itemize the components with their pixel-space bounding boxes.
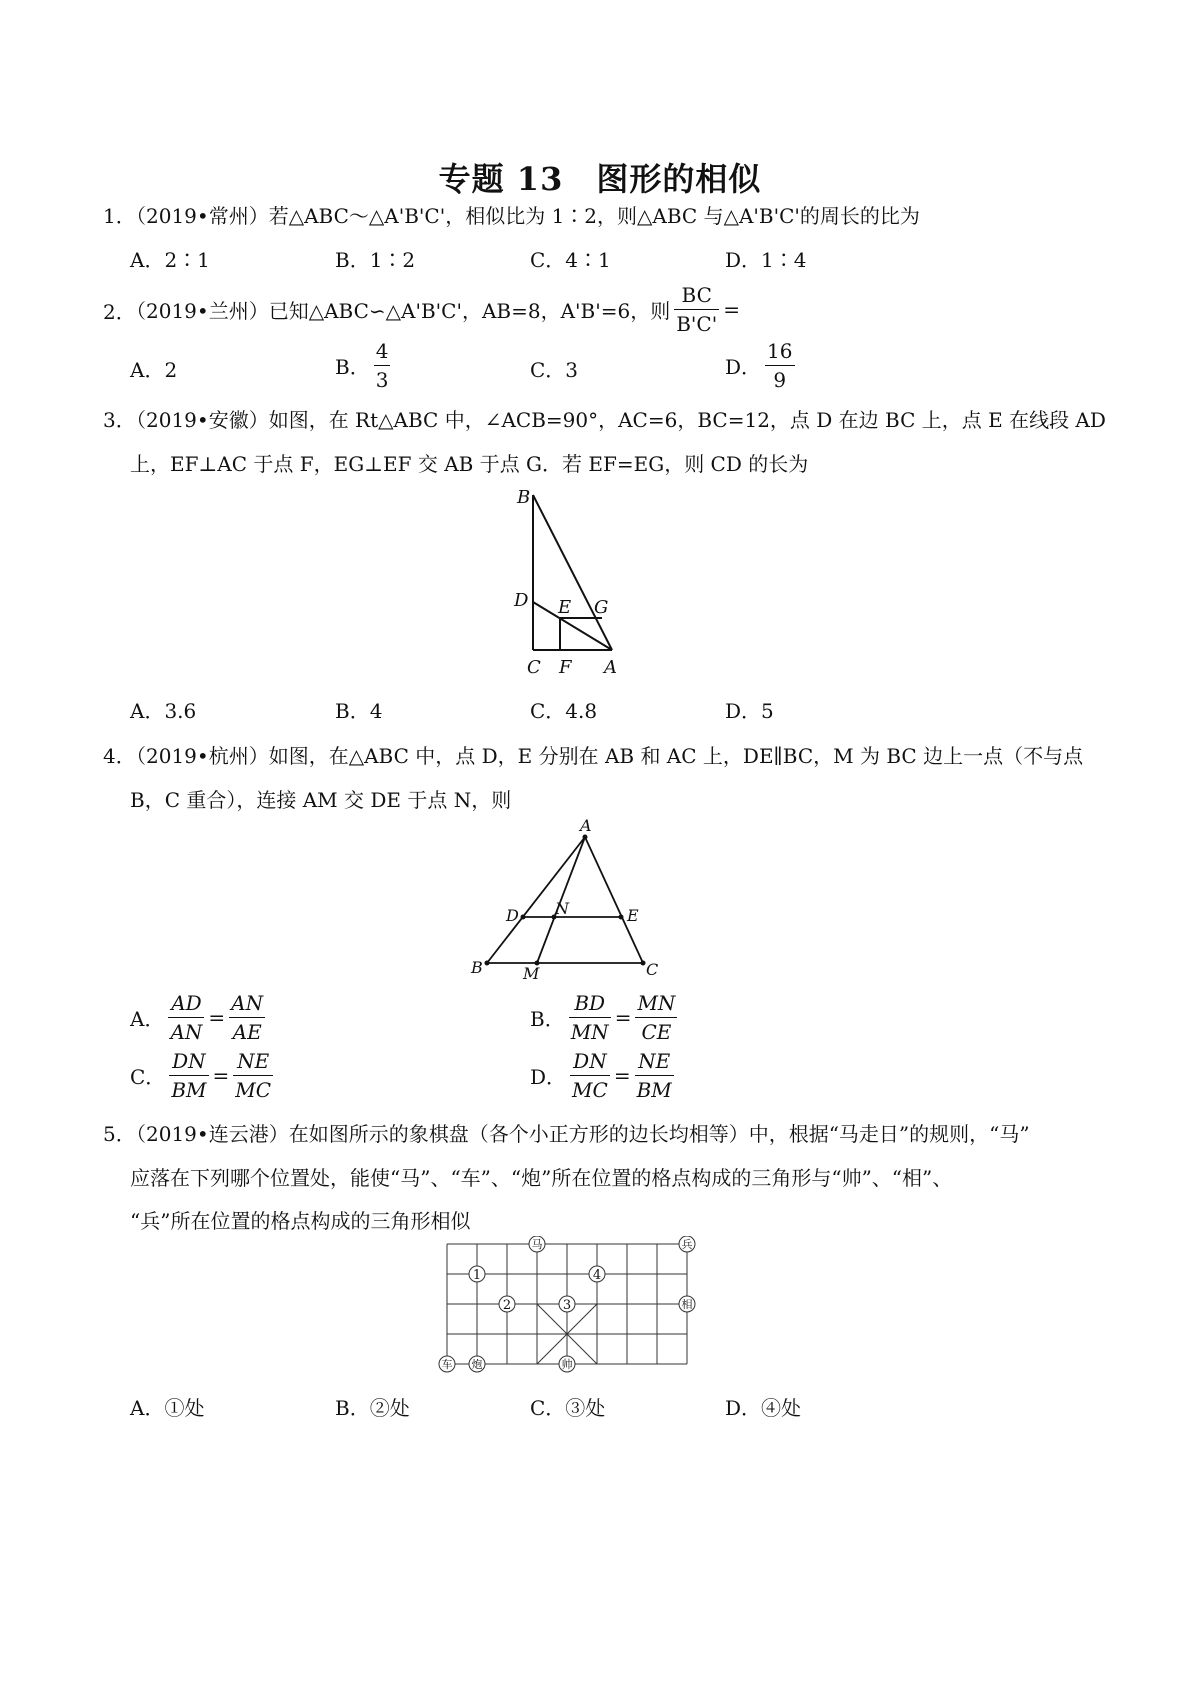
svg-text:3: 3 [562, 1298, 572, 1313]
q4-d-num-2: NE [635, 1048, 674, 1076]
q2-option-d-den: 9 [773, 368, 787, 392]
q3-label-a: A [604, 657, 617, 678]
q2-frac-den: B'C' [676, 312, 718, 336]
xiang-piece [679, 1296, 695, 1312]
q3-label-f: F [559, 657, 572, 678]
q4-b-num-1: BD [569, 990, 611, 1018]
pao-piece [469, 1356, 485, 1372]
q3-option-c: C．4.8 [530, 699, 598, 723]
question-5-line-3: “兵”所在位置的格点构成的三角形相似 [130, 1209, 471, 1233]
svg-text:2: 2 [502, 1298, 512, 1313]
q4-a-den-2: AE [232, 1020, 262, 1044]
q4-b-den-1: MN [570, 1020, 609, 1044]
q3-label-b: B [517, 487, 531, 508]
q3-label-g: G [594, 597, 609, 618]
q3-label-c: C [527, 657, 541, 678]
q4-label-e: E [627, 906, 639, 925]
q2-frac-num: BC [674, 282, 719, 310]
question-3-line-1: （2019•安徽）如图，在 Rt△ABC 中，∠ACB=90°，AC=6，BC=12，点 D 在边 BC 上，点 E 在线段 AD [126, 408, 1106, 432]
question-3-line-2: 上，EF⊥AC 于点 F，EG⊥EF 交 AB 于点 G．若 EF=EG，则 CD 的长为 [130, 452, 809, 476]
q2-option-b [335, 338, 394, 393]
q5-option-a: A．①处 [130, 1396, 205, 1420]
question-5-line-2: 应落在下列哪个位置处，能使“马”、“车”、“炮”所在位置的格点构成的三角形与“帅”、“相”、 [130, 1166, 953, 1190]
q1-option-c: C．4∶1 [530, 248, 611, 272]
question-4-line-1: （2019•杭州）如图，在△ABC 中，点 D，E 分别在 AB 和 AC 上，DE∥BC，M 为 BC 边上一点（不与点 [126, 744, 1084, 768]
q2-option-d-label: D． [725, 355, 762, 379]
ma-piece [529, 1236, 545, 1252]
page-title: 专题 13 图形的相似 [438, 160, 762, 198]
q2-option-d [725, 338, 799, 393]
q4-option-d [530, 1048, 678, 1103]
q4-b-den-2: CE [641, 1020, 672, 1044]
svg-text:车: 车 [441, 1358, 453, 1371]
q4-option-a-label: A． [130, 1007, 165, 1031]
q3-option-d: D．5 [725, 699, 774, 723]
svg-text:帅: 帅 [561, 1358, 573, 1371]
q4-d-den-2: BM [636, 1078, 672, 1102]
q4-label-m: M [523, 964, 540, 983]
q4-label-b: B [471, 958, 483, 977]
q2-option-a: A．2 [130, 358, 178, 382]
q1-option-a: A．2∶1 [130, 248, 210, 272]
q4-d-equals: = [613, 1063, 631, 1088]
q4-label-d: D [506, 906, 519, 925]
q3-label-d: D [514, 590, 529, 611]
question-1-number: 1． [103, 204, 136, 228]
q4-c-num-1: DN [169, 1048, 208, 1076]
q4-a-equals: = [208, 1005, 226, 1030]
question-2-number: 2． [103, 300, 136, 324]
q4-a-den-1: AN [170, 1020, 203, 1044]
svg-text:炮: 炮 [471, 1358, 483, 1371]
q1-option-d: D．1∶4 [725, 248, 807, 272]
svg-text:马: 马 [531, 1238, 543, 1251]
question-5-line-1: （2019•连云港）在如图所示的象棋盘（各个小正方形的边长均相等）中，根据“马走日”的规则，“马” [126, 1122, 1030, 1146]
q4-a-num-1: AD [168, 990, 204, 1018]
q2-stem: （2019•兰州）已知△ABC∽△A'B'C'，AB=8，A'B'=6，则 [126, 299, 671, 323]
q4-a-num-2: AN [229, 990, 265, 1018]
q4-b-num-2: MN [635, 990, 677, 1018]
q2-option-b-den: 3 [375, 368, 389, 392]
bing-piece [679, 1236, 695, 1252]
position-mark-2 [499, 1296, 515, 1313]
q4-d-num-1: DN [570, 1048, 610, 1076]
shuai-piece [559, 1356, 575, 1372]
q4-label-c: C [646, 960, 659, 979]
q4-option-c [130, 1048, 277, 1103]
q4-c-num-2: NE [233, 1048, 273, 1076]
ju-piece [439, 1356, 455, 1372]
q5-option-c: C．③处 [530, 1396, 606, 1420]
q4-triangle-figure [465, 815, 670, 985]
question-4-number: 4． [103, 744, 136, 768]
q3-option-b: B．4 [335, 699, 383, 723]
q2-tail: = [723, 297, 740, 322]
q4-c-equals: = [212, 1063, 230, 1088]
q2-fraction [674, 282, 719, 337]
q4-label-n: N [555, 899, 569, 918]
q2-option-b-label: B． [335, 355, 370, 379]
svg-text:4: 4 [592, 1268, 602, 1283]
q4-b-equals: = [614, 1005, 632, 1030]
question-5-number: 5． [103, 1122, 136, 1146]
question-2-text [126, 282, 740, 337]
q2-option-c: C．3 [530, 358, 579, 382]
question-3-number: 3． [103, 408, 136, 432]
q4-option-a [130, 990, 269, 1045]
position-mark-3 [559, 1296, 575, 1313]
svg-text:相: 相 [681, 1298, 693, 1311]
q1-option-b: B．1∶2 [335, 248, 416, 272]
q4-label-a: A [580, 816, 592, 835]
q4-d-den-1: MC [572, 1078, 608, 1102]
q3-option-a: A．3.6 [130, 699, 197, 723]
q4-option-b [530, 990, 681, 1045]
q3-label-e: E [558, 597, 572, 618]
q4-option-b-label: B． [530, 1007, 565, 1031]
q2-option-b-num: 4 [374, 338, 391, 366]
svg-text:1: 1 [472, 1268, 482, 1283]
question-1-text: （2019•常州）若△ABC～△A'B'C'，相似比为 1∶2，则△ABC 与△A'B'C'的周长的比为 [126, 204, 920, 228]
position-mark-1 [469, 1266, 485, 1283]
q5-option-b: B．②处 [335, 1396, 410, 1420]
q5-option-d: D．④处 [725, 1396, 802, 1420]
q4-option-d-label: D． [530, 1065, 567, 1089]
chess-board-figure [432, 1236, 712, 1381]
q4-c-den-1: BM [171, 1078, 207, 1102]
position-mark-4 [589, 1266, 605, 1283]
q4-option-c-label: C． [130, 1065, 166, 1089]
question-4-line-2: B，C 重合），连接 AM 交 DE 于点 N，则 [130, 788, 512, 812]
q4-c-den-2: MC [235, 1078, 272, 1102]
svg-text:兵: 兵 [681, 1238, 693, 1251]
q3-triangle-figure [505, 485, 635, 680]
q2-option-d-num: 16 [765, 338, 794, 366]
